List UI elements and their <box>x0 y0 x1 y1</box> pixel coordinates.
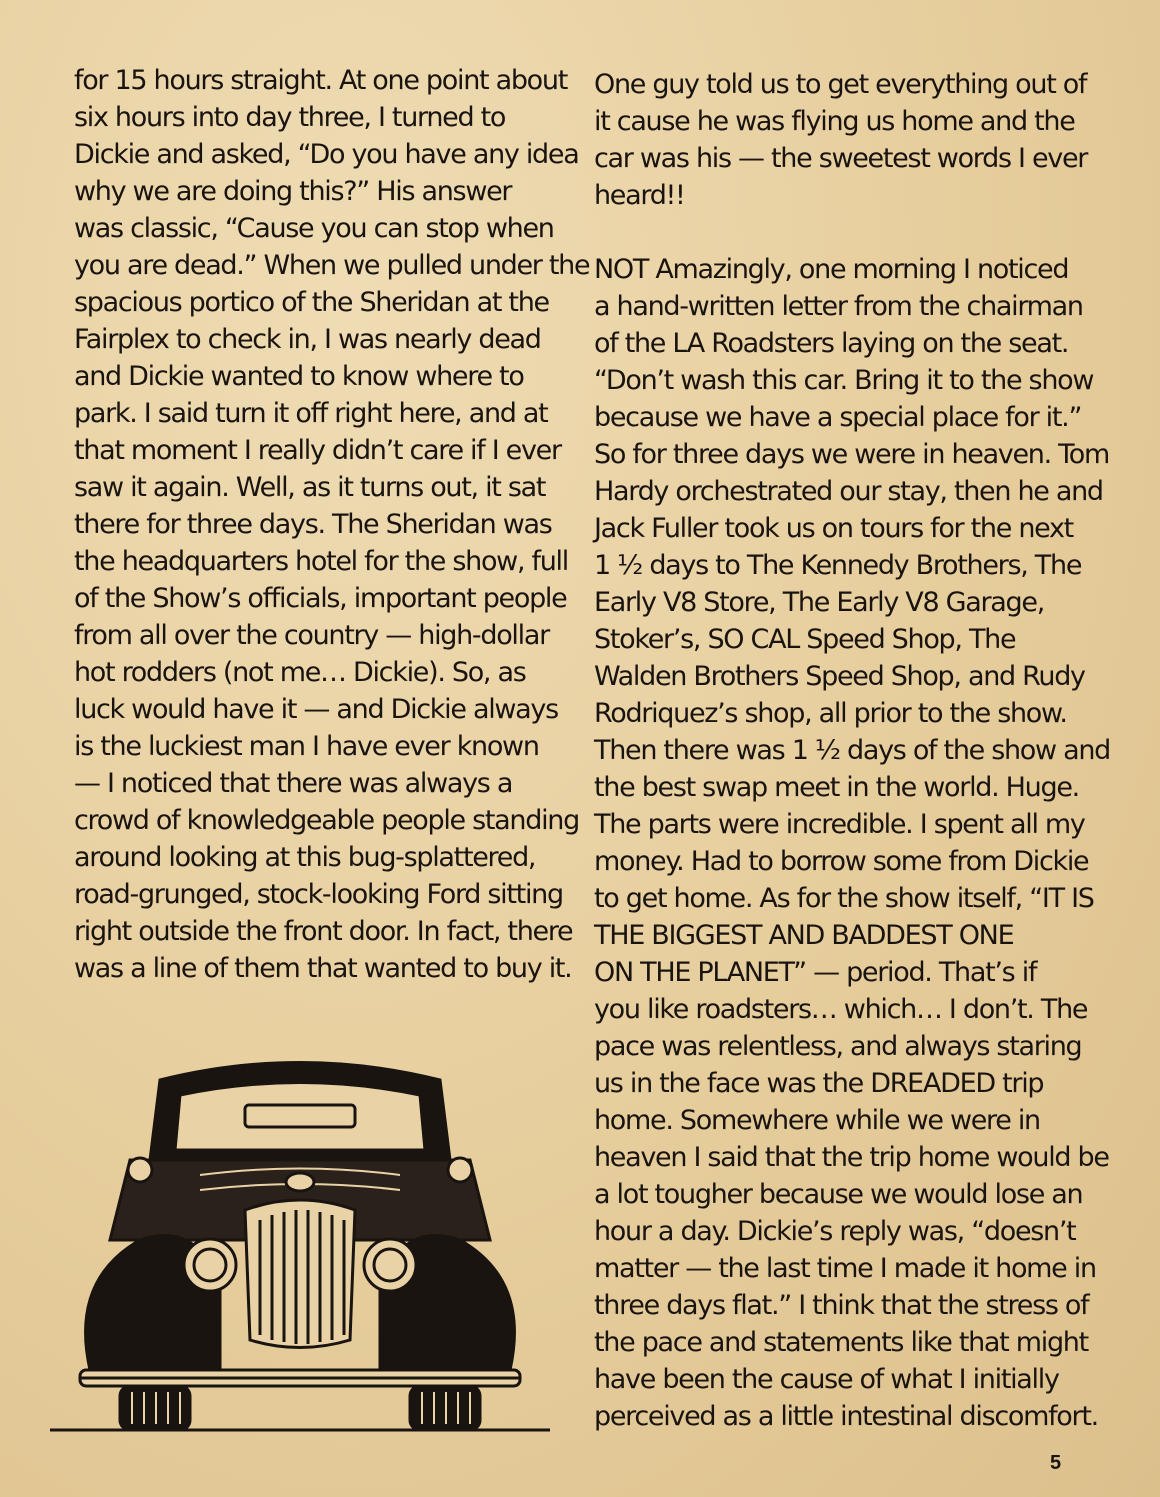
text-line: because we have a special place for it.” <box>594 402 1082 433</box>
text-line: and Dickie wanted to know where to <box>74 361 524 392</box>
text-line: from all over the country — high-dollar <box>74 620 549 651</box>
text-line: Stoker’s, SO CAL Speed Shop, The <box>594 624 1016 655</box>
text-line: was a line of them that wanted to buy it. <box>74 953 572 984</box>
text-line: NOT Amazingly, one morning I noticed <box>594 254 1069 285</box>
text-line: So for three days we were in heaven. Tom <box>594 439 1110 470</box>
text-line: have been the cause of what I initially <box>594 1364 1059 1395</box>
right-text-column <box>594 66 1110 1435</box>
text-line: you like roadsters… which… I don’t. The <box>594 994 1088 1025</box>
text-line: home. Somewhere while we were in <box>594 1105 1040 1136</box>
text-line: saw it again. Well, as it turns out, it sat <box>74 472 546 503</box>
text-line: luck would have it — and Dickie always <box>74 694 558 725</box>
page-number: 5 <box>1050 1452 1062 1474</box>
text-line: — I noticed that there was always a <box>74 768 513 799</box>
text-line: six hours into day three, I turned to <box>74 102 506 133</box>
text-line: the pace and statements like that might <box>594 1327 1088 1358</box>
text-line: park. I said turn it off right here, and at <box>74 398 548 429</box>
text-line: us in the face was the DREADED trip <box>594 1068 1044 1099</box>
right-side-lamp <box>448 1158 472 1182</box>
text-line: heaven I said that the trip home would be <box>594 1142 1109 1173</box>
rear-window <box>245 1105 355 1127</box>
text-line: spacious portico of the Sheridan at the <box>74 287 549 318</box>
text-line: Jack Fuller took us on tours for the next <box>594 513 1073 544</box>
hood-emblem <box>286 1173 314 1191</box>
text-line: a hand-written letter from the chairman <box>594 291 1083 322</box>
text-line: crowd of knowledgeable people standing <box>74 805 579 836</box>
text-line: of the Show’s officials, important people <box>74 583 567 614</box>
text-line: to get home. As for the show itself, “IT IS <box>594 883 1094 914</box>
text-line: right outside the front door. In fact, there <box>74 916 573 947</box>
text-line: that moment I really didn’t care if I ever <box>74 435 561 466</box>
text-line: hour a day. Dickie’s reply was, “doesn’t <box>594 1216 1076 1247</box>
text-line: Fairplex to check in, I was nearly dead <box>74 324 541 355</box>
text-line: One guy told us to get everything out of <box>594 69 1087 100</box>
text-line: why we are doing this?” His answer <box>74 176 512 207</box>
text-line: hot rodders (not me… Dickie). So, as <box>74 657 526 688</box>
right-headlight <box>364 1239 416 1291</box>
text-line: three days flat.” I think that the stress of <box>594 1290 1089 1321</box>
text-line: Dickie and asked, “Do you have any idea <box>74 139 579 170</box>
text-line: of the LA Roadsters laying on the seat. <box>594 328 1069 359</box>
text-line: for 15 hours straight. At one point about <box>74 65 567 96</box>
text-line: the headquarters hotel for the show, full <box>74 546 568 577</box>
text-line: Hardy orchestrated our stay, then he and <box>594 476 1103 507</box>
text-line: car was his — the sweetest words I ever <box>594 143 1088 174</box>
text-line: is the luckiest man I have ever known <box>74 731 539 762</box>
text-line: road-grunged, stock-looking Ford sitting <box>74 879 563 910</box>
text-line: THE BIGGEST AND BADDEST ONE <box>594 920 1014 951</box>
text-line: matter — the last time I made it home in <box>594 1253 1096 1284</box>
text-line: money. Had to borrow some from Dickie <box>594 846 1089 877</box>
text-line: Rodriquez’s shop, all prior to the show. <box>594 698 1067 729</box>
text-line: ON THE PLANET” — period. That’s if <box>594 957 1037 988</box>
text-line: perceived as a little intestinal discomfort. <box>594 1401 1098 1432</box>
text-line: Then there was 1 ½ days of the show and <box>594 735 1110 766</box>
vintage-ford-car-illustration <box>50 1050 550 1445</box>
text-line: was classic, “Cause you can stop when <box>74 213 554 244</box>
text-line: pace was relentless, and always staring <box>594 1031 1082 1062</box>
text-line: the best swap meet in the world. Huge. <box>594 772 1079 803</box>
text-line: “Don’t wash this car. Bring it to the show <box>594 365 1094 396</box>
left-text-column <box>74 62 590 987</box>
paragraph-gap <box>594 214 1084 251</box>
left-headlight <box>184 1239 236 1291</box>
text-line: 1 ½ days to The Kennedy Brothers, The <box>594 550 1082 581</box>
text-line: you are dead.” When we pulled under the <box>74 250 590 281</box>
text-line: Early V8 Store, The Early V8 Garage, <box>594 587 1044 618</box>
text-line: The parts were incredible. I spent all my <box>594 809 1085 840</box>
text-line: there for three days. The Sheridan was <box>74 509 552 540</box>
text-line: heard!! <box>594 180 685 211</box>
text-line: around looking at this bug-splattered, <box>74 842 536 873</box>
left-side-lamp <box>128 1158 152 1182</box>
text-line: a lot tougher because we would lose an <box>594 1179 1083 1210</box>
text-line: it cause he was flying us home and the <box>594 106 1075 137</box>
text-line: Walden Brothers Speed Shop, and Rudy <box>594 661 1085 692</box>
